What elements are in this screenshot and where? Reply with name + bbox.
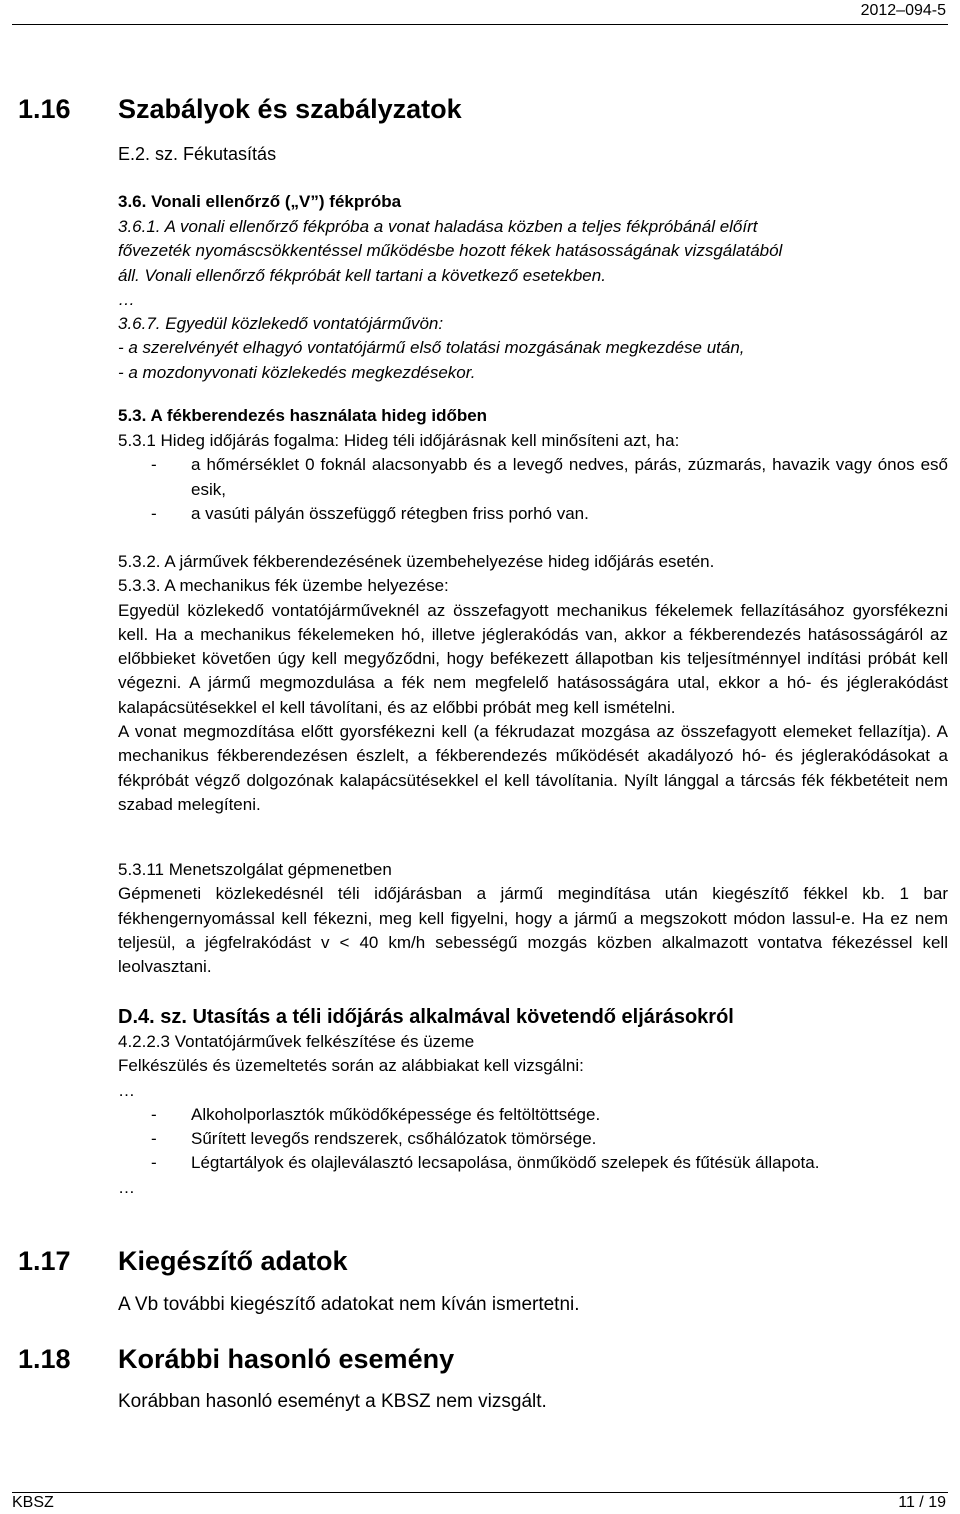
dash-item <box>118 1151 948 1175</box>
ellipsis: … <box>118 1177 135 1197</box>
paragraph-5-3-3-body2: A vonat megmozdítása előtt gyorsfékezni kell (a fékrudazat mozgása az összefagyott elemeket fellazítja). A mechanikus fékberendezésen észlelt, a fékberendezés működését akadályozó hó- és jéglerakódásokat a fékpróbát végző dolgozónak kalapácsütésekkel el kell távolítania. Nyílt lánggal a tárcsás fék fékbetéteit nem szabad melegíteni. <box>118 722 948 814</box>
paragraph-5-3-11 <box>118 858 948 979</box>
page-number: 11 / 19 <box>898 1494 946 1511</box>
text-line: 5.3.3. A mechanikus fék üzembe helyezése: <box>118 576 449 596</box>
paragraph-5-3-11-body: Gépmeneti közlekedésnél téli időjárásban a jármű megindítása után kiegészítő fékkel kb. 1 bar fékhengernyomással kell fékezni, meg kell figyelni, hogy a jármű a megszokott módon lassul-e. Ha ez nem teljesül, a jégfelrakódást v < 40 km/h sebességű mozgás közben alkalmazott vontatva fékezéssel kell leolvasztani. <box>118 884 948 977</box>
header-rule <box>12 24 948 25</box>
section-title: Korábbi hasonló esemény <box>118 1344 455 1374</box>
section-1-18-body: Korábban hasonló eseményt a KBSZ nem vizsgált. <box>118 1391 547 1412</box>
section-title: Szabályok és szabályzatok <box>118 94 462 124</box>
dash-item <box>118 453 948 502</box>
subtitle: E.2. sz. Fékutasítás <box>118 144 277 164</box>
text-line: - a szerelvényét elhagyó vontatójármű első tolatási mozgásának megkezdése után, <box>118 338 745 358</box>
section-number: 1.18 <box>18 1344 71 1374</box>
heading-d4: D.4. sz. Utasítás a téli időjárás alkalmával követendő eljárásokról <box>118 1006 734 1028</box>
text-line: - a mozdonyvonati közlekedés megkezdésekor. <box>118 362 476 382</box>
paragraph-3-6-1 <box>118 215 948 385</box>
ellipsis: … <box>118 289 135 309</box>
dash-bullet: - <box>151 1153 157 1173</box>
text-line: 5.3.1 Hideg időjárás fogalma: Hideg téli időjárásnak kell minősíteni azt, ha: <box>118 431 680 450</box>
text-line: Felkészülés és üzemeltetés során az alábbiakat kell vizsgálni: <box>118 1056 584 1076</box>
section-number: 1.16 <box>18 94 71 124</box>
paragraph-5-3-3-body: Egyedül közlekedő vontatójárműveknél az összefagyott mechanikus fékelemek fellazításához gyorsfékezni kell. Ha a mechanikus fékelemeken hó, illetve jéglerakódás van, akkor a fékberendezés hatásosságáról az előbbieket követően úgy kell megyőződni, hogy befékezett állapotban kis teljesítménnyel indítási próbát kell végezni. A jármű megmozdulása a fék nem megfelelő hatásosságára utal, ekkor a hó- és jéglerakódást kalapácsütésekkel el kell távolítani, és az előbbi próbát meg kell ismételni. <box>118 600 948 717</box>
dash-bullet: - <box>151 503 157 523</box>
dash-item <box>118 502 948 526</box>
dash-text: a hőmérséklet 0 foknál alacsonyabb és a levegő nedves, párás, zúzmarás, havazik vagy ónos eső esik, <box>191 455 948 499</box>
text-line: 5.3.2. A járművek fékberendezésének üzembehelyezése hideg időjárás esetén. <box>118 552 715 571</box>
d4-content <box>118 1030 948 1200</box>
paragraph-5-3-1 <box>118 429 948 526</box>
dash-bullet: - <box>151 455 157 475</box>
dash-item <box>118 1103 948 1127</box>
text-line: fővezeték nyomáscsökkentéssel működésbe hozott fékek hatásosságának vizsgálatából <box>118 241 783 261</box>
text-line: 3.6.1. A vonali ellenőrző fékpróba a vonat haladása közben a teljes fékpróbánál előírt <box>118 217 758 236</box>
footer-org: KBSZ <box>12 1494 54 1511</box>
footer-rule <box>12 1492 948 1493</box>
heading-3-6: 3.6. Vonali ellenőrző („V”) fékpróba <box>118 192 402 211</box>
dash-text: Sűrített levegős rendszerek, csőhálózatok tömörsége. <box>191 1129 597 1149</box>
heading-5-3: 5.3. A fékberendezés használata hideg időben <box>118 406 488 425</box>
text-line: 4.2.2.3 Vontatójárművek felkészítése és üzeme <box>118 1032 475 1051</box>
document-id: 2012–094-5 <box>860 2 946 19</box>
section-title: Kiegészítő adatok <box>118 1246 348 1276</box>
section-number: 1.17 <box>18 1246 71 1276</box>
ellipsis: … <box>118 1080 135 1100</box>
dash-bullet: - <box>151 1104 157 1124</box>
text-line: áll. Vonali ellenőrző fékpróbát kell tartani a következő esetekben. <box>118 265 606 285</box>
paragraph-5-3-2 <box>118 550 948 817</box>
dash-item <box>118 1127 948 1151</box>
text-line: 5.3.11 Menetszolgálat gépmenetben <box>118 860 392 879</box>
section-1-17-body: A Vb további kiegészítő adatokat nem kíván ismertetni. <box>118 1294 580 1315</box>
dash-text: Légtartályok és olajleválasztó lecsapolása, önműködő szelepek és fűtésük állapota. <box>191 1153 820 1173</box>
dash-text: a vasúti pályán összefüggő rétegben friss porhó van. <box>191 503 589 523</box>
dash-text: Alkoholporlasztók működőképessége és feltöltöttsége. <box>191 1104 601 1124</box>
dash-bullet: - <box>151 1129 157 1149</box>
text-line: 3.6.7. Egyedül közlekedő vontatójárművön: <box>118 314 444 334</box>
